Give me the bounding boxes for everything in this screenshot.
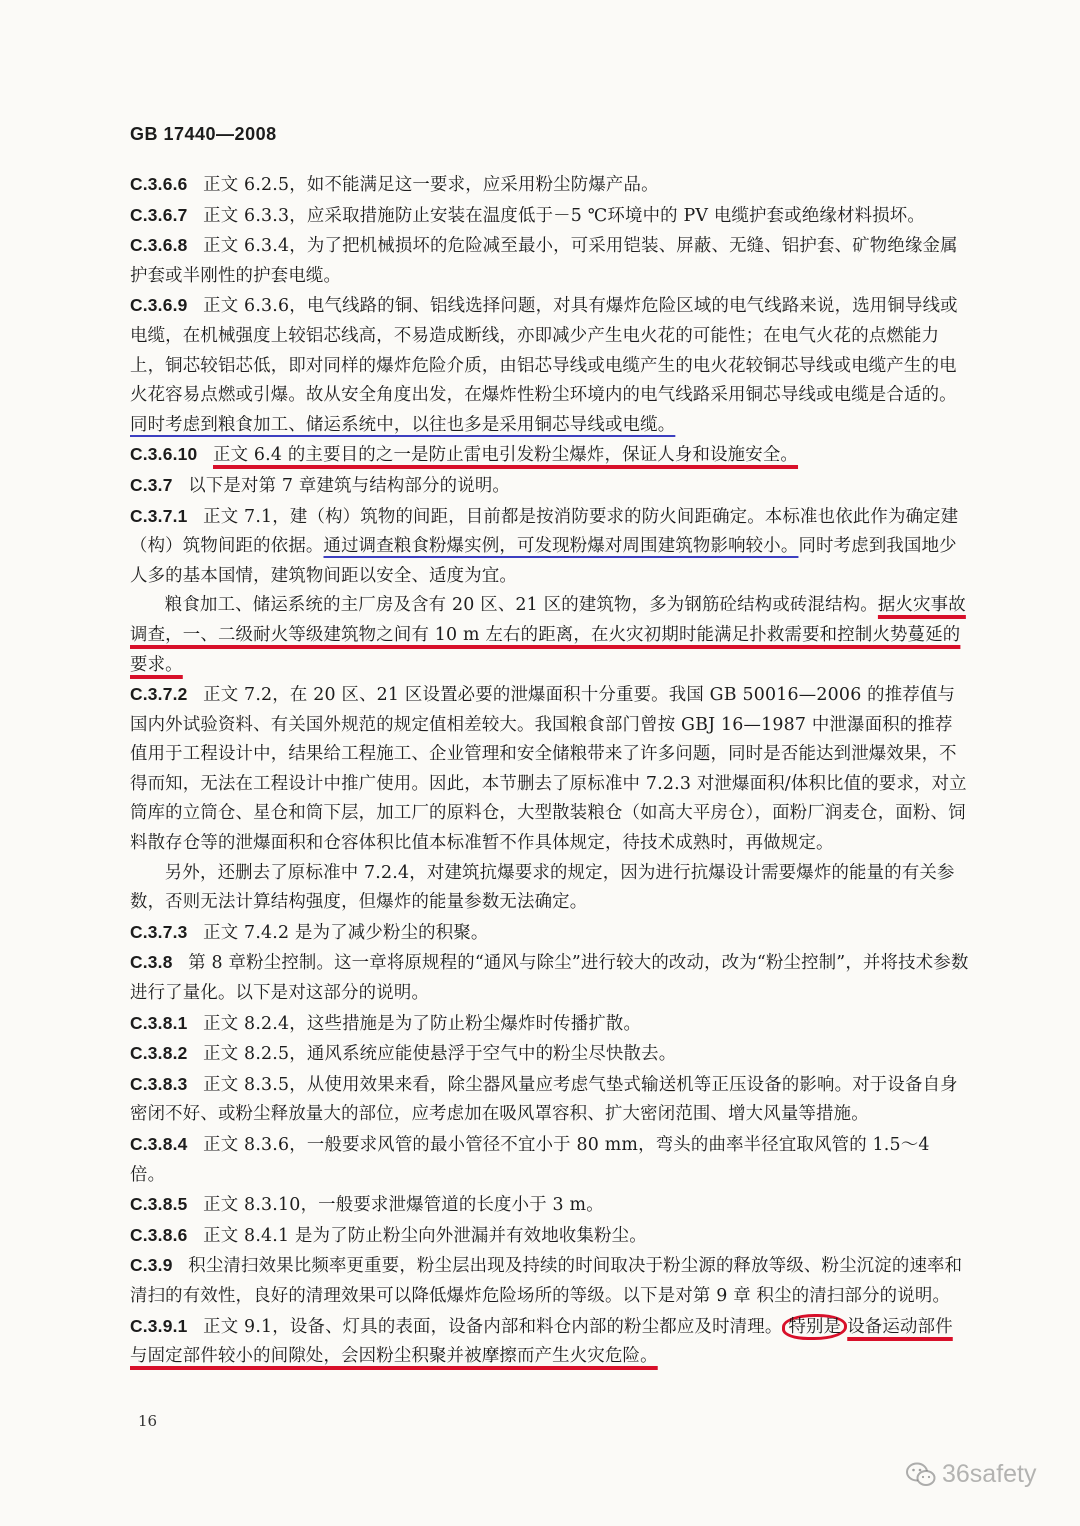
paragraph — [130, 591, 970, 680]
paragraph-text: 以下是对第 7 章建筑与结构部分的说明。 — [188, 475, 510, 496]
wechat-icon — [906, 1462, 936, 1488]
paragraph — [130, 170, 970, 201]
paragraph-text: 正文 7.2，在 20 区、21 区设置必要的泄爆面积十分重要。我国 GB 50016—2006 的推荐值与国内外试验资料、有关国外规范的规定值相差较大。我国粮食部门曾按 GBJ 16—1987 中泄瀑面积的推荐值用于工程设计中，结果给工程施工、企业管理和安全储粮带来了许多问题，同时是否能达到泄爆效果，不得而知，无法在工程设计中推广使用。因此，本节删去了原标准中 7.2.3 对泄爆面积/体积比值的要求，对立筒库的立筒仓、星仓和筒下层，加工厂的原料仓，大型散装粮仓（如高大平房仓），面粉厂润麦仓，面粉、饲料散存仓等的泄爆面积和仓容体积比值本标准暂不作具体规定，待技术成熟时，再做规定。 — [130, 685, 967, 854]
paragraph-text: 正文 8.2.5，通风系统应能使悬浮于空气中的粉尘尽快散去。 — [203, 1044, 677, 1065]
paragraph — [130, 502, 970, 592]
paragraph-text: 正文 7.4.2 是为了减少粉尘的积聚。 — [203, 922, 489, 943]
paragraph — [130, 948, 970, 1008]
paragraph — [130, 1251, 970, 1311]
clause-number: C.3.9.1 — [130, 1315, 188, 1336]
paragraph-text: 正文 9.1，设备、灯具的表面，设备内部和料仓内部的粉尘都应及时清理。 — [203, 1316, 783, 1337]
red-underline-highlight: 设备运动部件与固定部件较小的间隙处，会因粉尘积聚并被摩擦而产生火灾危险。 — [130, 1316, 953, 1367]
blue-underline-highlight: 同时考虑到粮食加工、储运系统中，以往也多是采用铜芯导线或电缆。 — [130, 414, 676, 435]
paragraph-text: 正文 8.3.5，从使用效果来看，除尘器风量应考虑气垫式输送机等正压设备的影响。对于设备自身密闭不好、或粉尘释放量大的部位，应考虑加在吸风罩容积、扩大密闭范围、增大风量等措施。 — [130, 1074, 958, 1125]
clause-number: C.3.8.3 — [130, 1073, 188, 1094]
clause-number: C.3.8.4 — [130, 1134, 188, 1154]
watermark — [906, 1460, 1037, 1489]
paragraph-text: 粮食加工、储运系统的主厂房及含有 20 区、21 区的建筑物，多为钢筋砼结构或砖混结构。 — [164, 595, 878, 616]
paragraph — [130, 1070, 970, 1130]
blue-underline-highlight: 通过调查粮食粉爆实例，可发现粉爆对周围建筑物影响较小。 — [323, 536, 799, 557]
paragraph-text: 正文 6.2.5，如不能满足这一要求，应采用粉尘防爆产品。 — [203, 175, 659, 195]
paragraph — [130, 1190, 970, 1221]
paragraph — [130, 201, 970, 232]
paragraph-text: 正文 8.3.10，一般要求泄爆管道的长度小于 3 m。 — [203, 1195, 604, 1216]
clause-number: C.3.8 — [130, 952, 173, 973]
paragraph-text: 正文 6.3.4，为了把机械损坏的危险减至最小，可采用铠装、屏蔽、无缝、铝护套、矿物绝缘金属护套或半刚性的护套电缆。 — [130, 236, 958, 286]
paragraph-text: 同时考虑到我国地少人多的基本国情，建筑物间距以安全、适度为宜。 — [130, 536, 957, 586]
circled-highlight: 特别是 — [782, 1314, 847, 1340]
paragraph-text: 积尘清扫效果比频率更重要，粉尘层出现及持续的时间取决于粉尘源的释放等级、粉尘沉淀的速率和清扫的有效性，良好的清理效果可以降低爆炸危险场所的等级。以下是对第 9 章 积尘的清扫部分的说明。 — [130, 1256, 963, 1306]
red-underline-highlight: 正文 6.4 的主要目的之一是防止雷电引发粉尘爆炸，保证人身和设施安全。 — [213, 445, 799, 466]
clause-number: C.3.8.6 — [130, 1224, 188, 1245]
paragraph — [130, 859, 970, 918]
paragraph-text: 正文 6.3.3，应采取措施防止安装在温度低于－5 ℃环境中的 PV 电缆护套或绝缘材料损坏。 — [203, 205, 925, 226]
paragraph — [130, 1039, 970, 1070]
paragraph-text: 正文 8.3.6，一般要求风管的最小管径不宜小于 80 mm，弯头的曲率半径宜取风管的 1.5～4 倍。 — [130, 1135, 930, 1185]
paragraph-text: 正文 8.2.4，这些措施是为了防止粉尘爆炸时传播扩散。 — [203, 1013, 642, 1034]
paragraph — [130, 1221, 970, 1252]
paragraph — [130, 471, 970, 502]
clause-number: C.3.7.3 — [130, 921, 188, 942]
paragraph — [130, 918, 970, 949]
clause-number: C.3.8.2 — [130, 1043, 188, 1064]
clause-number: C.3.8.1 — [130, 1012, 188, 1033]
clause-number: C.3.7 — [130, 474, 173, 495]
clause-number: C.3.8.5 — [130, 1194, 188, 1215]
paragraph-text: 正文 6.3.6，电气线路的铜、铝线选择问题，对具有爆炸危险区域的电气线路来说，选用铜导线或电缆，在机械强度上较铝芯线高，不易造成断线，亦即减少产生电火花的可能性；在电气火花的点燃能力上，铜芯较铝芯低，即对同样的爆炸危险介质，由铝芯导线或电缆产生的电火花较铜芯导线或电缆产生的电火花容易点燃或引爆。故从安全角度出发，在爆炸性粉尘环境内的电气线路采用铜芯导线或电缆是合适的。 — [130, 296, 958, 406]
paragraph — [130, 440, 970, 471]
document-body — [130, 170, 970, 1372]
paragraph — [130, 1130, 970, 1190]
watermark-text: 36safety — [942, 1460, 1037, 1488]
clause-number: C.3.6.10 — [130, 444, 198, 465]
clause-number: C.3.6.9 — [130, 295, 188, 316]
clause-number: C.3.6.8 — [130, 235, 188, 256]
paragraph-text: 第 8 章粉尘控制。这一章将原规程的“通风与除尘”进行较大的改动，改为“粉尘控制”，并将技术参数进行了量化。以下是对这部分的说明。 — [130, 953, 969, 1004]
paragraph — [130, 1312, 970, 1372]
clause-number: C.3.7.1 — [130, 505, 188, 526]
paragraph — [130, 680, 970, 859]
clause-number: C.3.9 — [130, 1255, 173, 1276]
paragraph-text: 另外，还删去了原标准中 7.2.4，对建筑抗爆要求的规定，因为进行抗爆设计需要爆炸的能量的有关参数，否则无法计算结构强度，但爆炸的能量参数无法确定。 — [130, 862, 955, 913]
paragraph — [130, 231, 970, 291]
standard-code-header: GB 17440—2008 — [130, 124, 277, 144]
paragraph-text: 正文 8.4.1 是为了防止粉尘向外泄漏并有效地收集粉尘。 — [203, 1225, 647, 1246]
paragraph — [130, 291, 970, 440]
paragraph-text: 正文 7.1，建（构）筑物的间距，目前都是按消防要求的防火间距确定。本标准也依此作为确定建（构）筑物间距的依据。 — [130, 506, 959, 557]
page-number: 16 — [138, 1412, 158, 1430]
clause-number: C.3.6.6 — [130, 174, 188, 194]
clause-number: C.3.6.7 — [130, 204, 188, 225]
red-underline-highlight: 据火灾事故调查，一、二级耐火等级建筑物之间有 10 m 左右的距离，在火灾初期时能满足扑救需要和控制火势蔓延的要求。 — [130, 595, 966, 675]
paragraph — [130, 1009, 970, 1040]
clause-number: C.3.7.2 — [130, 684, 188, 705]
